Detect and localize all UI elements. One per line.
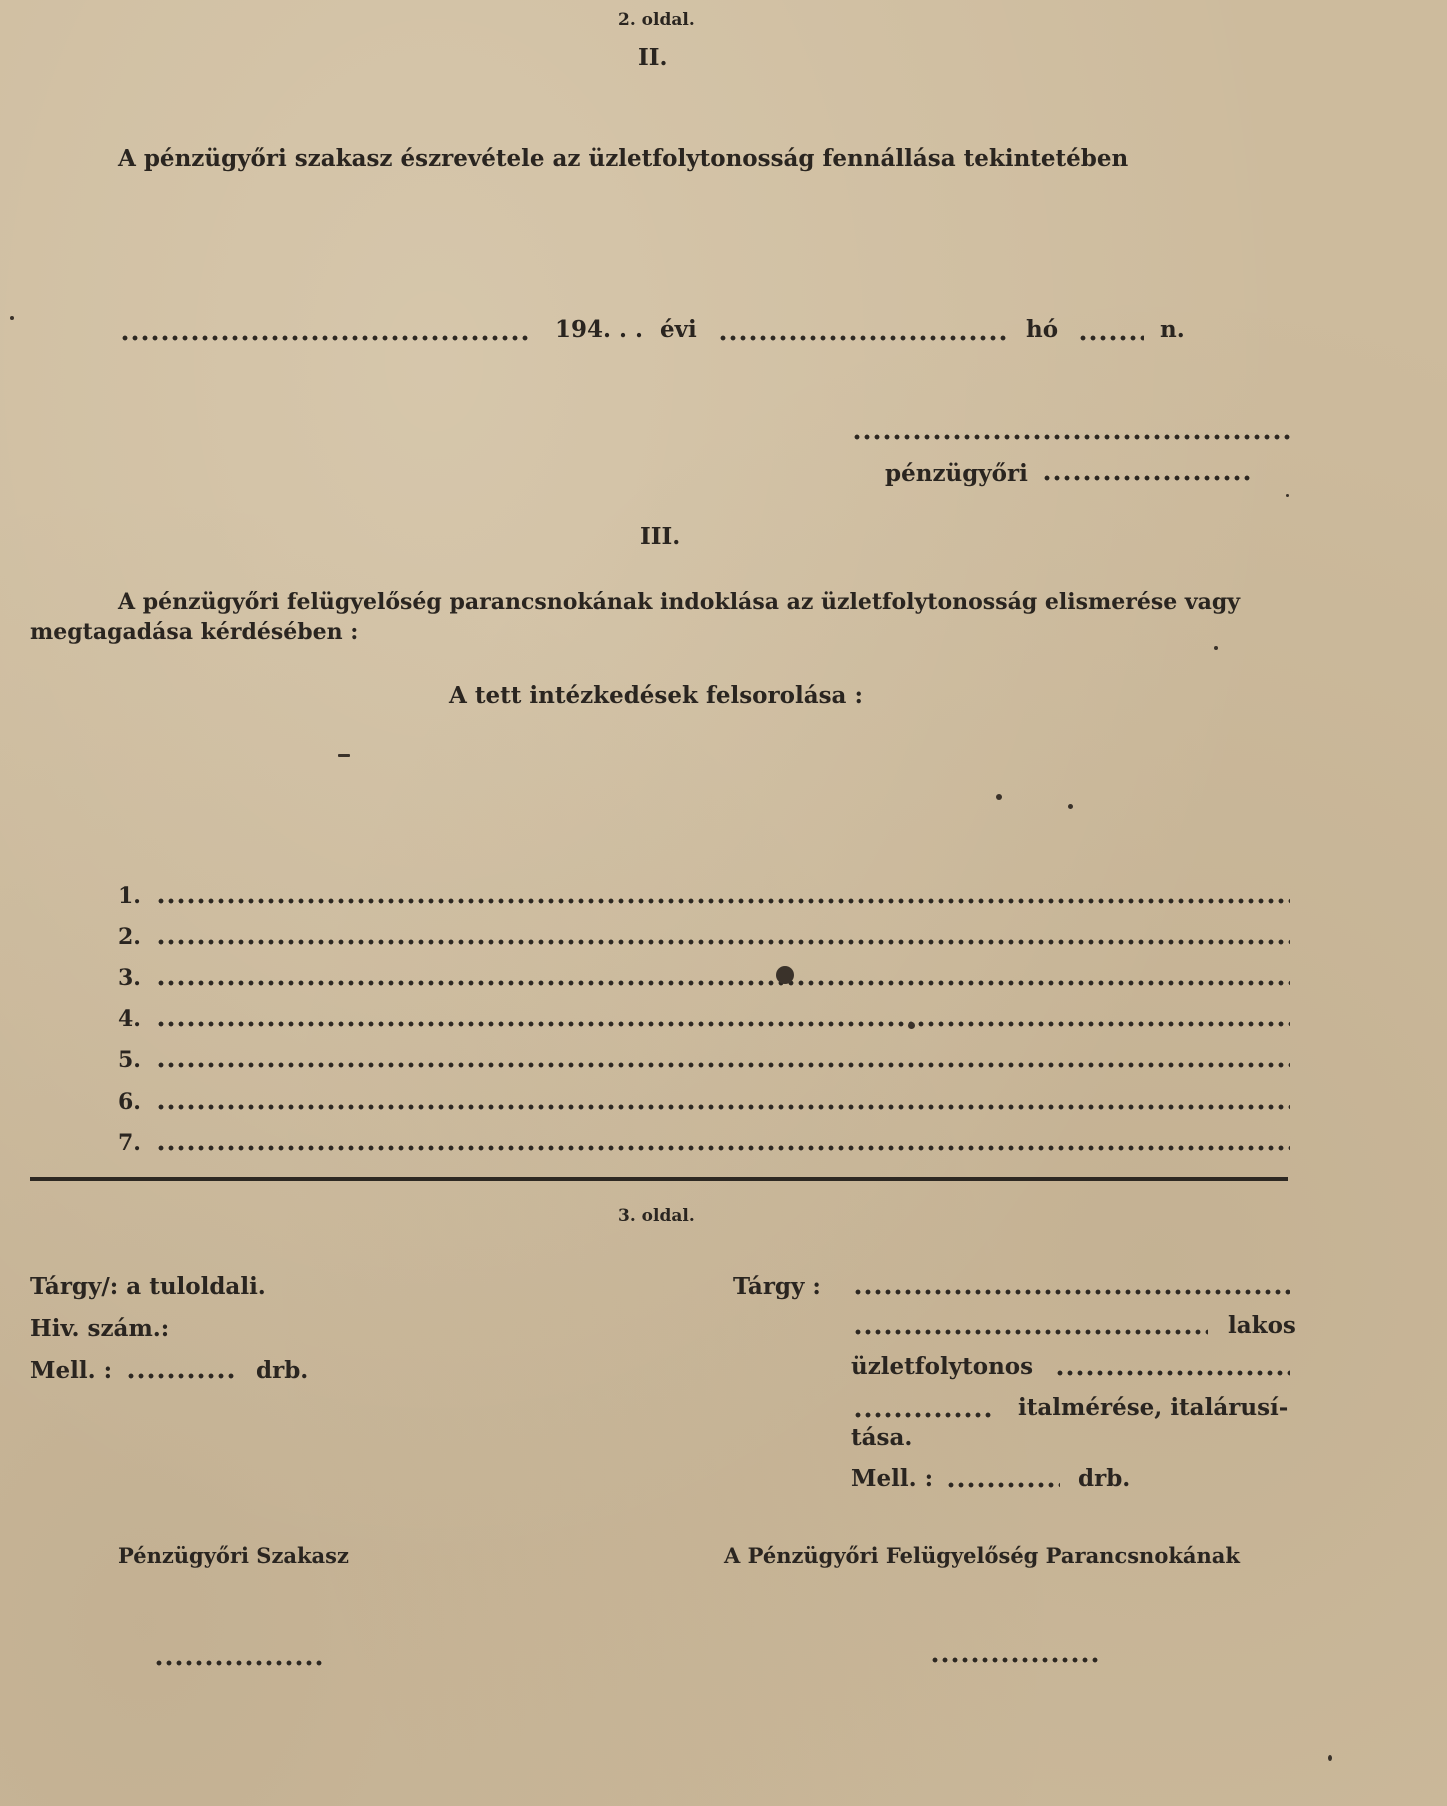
ink-speck bbox=[1286, 494, 1289, 497]
right-resident-label: lakos bbox=[1228, 1312, 1296, 1339]
right-sale-line2: tása. bbox=[851, 1424, 913, 1451]
right-sale-line1: italmérése, italárusí- bbox=[1018, 1394, 1289, 1421]
section-iii-title: III. bbox=[640, 523, 681, 550]
footer-right-signature-dots bbox=[930, 1657, 1102, 1663]
section-divider bbox=[30, 1177, 1288, 1181]
footer-right-title: A Pénzügyőri Felügyelőség Parancsnokának bbox=[724, 1543, 1240, 1568]
signature-label: pénzügyőri bbox=[885, 460, 1028, 487]
footer-left-title: Pénzügyőri Szakasz bbox=[118, 1543, 349, 1568]
year-text: évi bbox=[660, 316, 697, 343]
right-sale-dots bbox=[853, 1412, 991, 1418]
list-item-dots bbox=[156, 980, 1290, 986]
list-item-dots bbox=[156, 1062, 1290, 1068]
right-business-dots bbox=[1055, 1370, 1290, 1376]
ink-speck bbox=[1068, 804, 1073, 809]
list-item-dots bbox=[156, 898, 1290, 904]
right-business-label: üzletfolytonos bbox=[851, 1353, 1034, 1380]
section-ii-heading: A pénzügyőri szakasz észrevétele az üzletfolytonosság fennállása tekintetében bbox=[118, 145, 1129, 172]
month-dots bbox=[718, 335, 1010, 341]
list-item-dots bbox=[156, 1145, 1290, 1151]
list-item-dots bbox=[156, 1021, 1290, 1027]
list-item-number: 5. bbox=[118, 1047, 141, 1073]
ink-speck bbox=[338, 754, 350, 757]
list-item bbox=[118, 924, 1290, 954]
signature-rank-dots bbox=[1042, 475, 1250, 481]
ink-blot bbox=[776, 966, 794, 984]
section-iii-text-line2: megtagadása kérdésében : bbox=[30, 619, 359, 645]
list-item-number: 3. bbox=[118, 965, 141, 991]
list-item bbox=[118, 1047, 1290, 1077]
right-resident-dots bbox=[853, 1329, 1208, 1335]
section-iii-text-line1: A pénzügyőri felügyelőség parancsnokának indoklása az üzletfolytonosság elismerése vagy bbox=[118, 589, 1241, 615]
section-ii-title: II. bbox=[638, 44, 668, 71]
left-enclosure-label: Mell. : bbox=[30, 1357, 113, 1384]
month-text: hó bbox=[1026, 316, 1059, 343]
left-enclosure-dots bbox=[126, 1373, 238, 1379]
list-item-dots bbox=[156, 1104, 1290, 1110]
left-ref-label: Hiv. szám.: bbox=[30, 1315, 170, 1342]
right-enclosure-unit: drb. bbox=[1078, 1465, 1131, 1492]
right-enclosure-dots bbox=[946, 1482, 1060, 1488]
left-subject-label: Tárgy/: a tuloldali. bbox=[30, 1273, 266, 1300]
list-item bbox=[118, 883, 1290, 913]
list-item-number: 7. bbox=[118, 1130, 141, 1156]
list-item-number: 4. bbox=[118, 1006, 141, 1032]
ink-speck bbox=[996, 794, 1002, 800]
footer-left-signature-dots bbox=[154, 1660, 324, 1666]
list-item-number: 1. bbox=[118, 883, 141, 909]
right-enclosure-label: Mell. : bbox=[851, 1465, 934, 1492]
right-subject-label: Tárgy : bbox=[733, 1273, 821, 1300]
list-item-number: 6. bbox=[118, 1089, 141, 1115]
signature-dots bbox=[852, 434, 1290, 440]
place-dots bbox=[120, 335, 530, 341]
ink-speck bbox=[10, 316, 14, 320]
page-label-3: 3. oldal. bbox=[618, 1206, 695, 1226]
ink-speck bbox=[1214, 646, 1218, 650]
list-item bbox=[118, 1130, 1290, 1160]
day-text: n. bbox=[1160, 316, 1185, 343]
page-label-2: 2. oldal. bbox=[618, 10, 695, 30]
right-subject-dots bbox=[853, 1289, 1290, 1295]
year-label: 194. . . bbox=[555, 316, 644, 343]
list-item-number: 2. bbox=[118, 924, 141, 950]
day-dots bbox=[1078, 335, 1144, 341]
ink-speck bbox=[908, 1022, 915, 1029]
list-heading: A tett intézkedések felsorolása : bbox=[449, 682, 863, 709]
left-enclosure-unit: drb. bbox=[256, 1357, 309, 1384]
list-item bbox=[118, 1089, 1290, 1119]
list-item bbox=[118, 965, 1290, 995]
list-item bbox=[118, 1006, 1290, 1036]
list-item-dots bbox=[156, 939, 1290, 945]
ink-speck bbox=[1328, 1755, 1332, 1761]
